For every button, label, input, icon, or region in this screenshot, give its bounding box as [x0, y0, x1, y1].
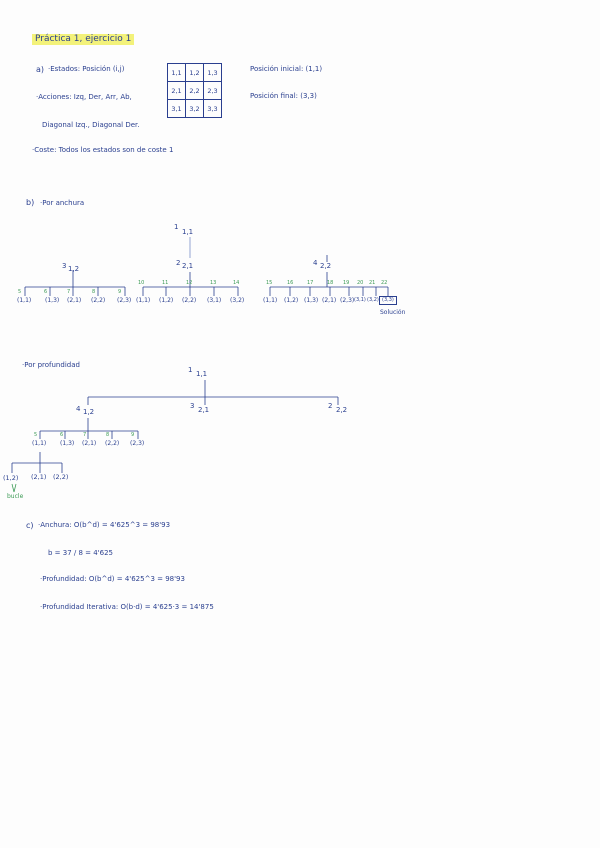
profundidad-complexity: ·Profundidad: O(b^d) = 4'625^3 = 98'93: [40, 575, 185, 583]
bucle-label: bucle: [7, 493, 24, 500]
anchura-root-num: 1: [174, 223, 179, 231]
grid-cell: 2,1: [168, 82, 186, 100]
profundidad-node: 2,2: [336, 406, 348, 414]
anchura-leaf: (3,1): [207, 297, 222, 304]
coste-text: ·Coste: Todos los estados son de coste 1: [32, 146, 174, 154]
grid-cell: 3,3: [204, 100, 222, 118]
node-num: 6: [60, 432, 64, 438]
anchura-leaf: (3,2): [230, 297, 245, 304]
iterativa-complexity: ·Profundidad Iterativa: O(b·d) = 4'625·3 = 14'875: [40, 603, 214, 611]
profundidad-node: 2,1: [198, 406, 210, 414]
grid-cell: 1,3: [204, 64, 222, 82]
node-num: 13: [210, 280, 217, 286]
node-num: 11: [162, 280, 169, 286]
profundidad-leaf: (1,1): [32, 440, 47, 447]
profundidad-root-num: 1: [188, 366, 193, 374]
profundidad-leaf: (2,3): [130, 440, 145, 447]
anchura-leaf: (2,1): [322, 297, 337, 304]
profundidad-node: 1,2: [83, 408, 95, 416]
node-num: 18: [327, 280, 334, 286]
node-num: 7: [83, 432, 87, 438]
anchura-leaf: (2,2): [91, 297, 106, 304]
grid-cell: 3,1: [168, 100, 186, 118]
profundidad-title: ·Por profundidad: [22, 361, 80, 369]
acciones-text: ·Acciones: Izq, Der, Arr, Ab,: [36, 93, 132, 101]
node-num: 12: [186, 280, 193, 286]
grid-cell: 1,2: [186, 64, 204, 82]
solution-node: (3,3): [379, 296, 397, 305]
part-a-label: a): [36, 65, 45, 74]
profundidad-node-num: 3: [190, 402, 195, 410]
anchura-leaf: (1,3): [304, 297, 319, 304]
estados-text: ·Estados: Posición (i,j): [48, 65, 125, 73]
anchura-node-num: 2: [176, 259, 181, 267]
anchura-leaf: (1,1): [136, 297, 151, 304]
node-num: 9: [118, 289, 122, 295]
anchura-leaf: (1,3): [45, 297, 60, 304]
diagonales-text: Diagonal Izq., Diagonal Der.: [42, 121, 140, 129]
part-b-label: b): [26, 198, 35, 207]
grid-cell: 2,3: [204, 82, 222, 100]
anchura-node-num: 3: [62, 262, 67, 270]
anchura-node: 2,1: [182, 262, 194, 270]
anchura-node: 2,2: [320, 262, 332, 270]
page-title: Práctica 1, ejercicio 1: [32, 34, 134, 45]
node-num: 8: [106, 432, 110, 438]
anchura-leaf: (3,2): [367, 297, 379, 303]
node-num: 5: [18, 289, 22, 295]
node-num: 7: [67, 289, 71, 295]
b-formula: b = 37 / 8 = 4'625: [48, 549, 113, 557]
anchura-leaf: (2,3): [117, 297, 132, 304]
node-num: 9: [131, 432, 135, 438]
part-c-label: c): [26, 521, 34, 530]
node-num: 10: [138, 280, 145, 286]
node-num: 6: [44, 289, 48, 295]
anchura-leaf: (2,3): [340, 297, 355, 304]
anchura-leaf: (2,1): [67, 297, 82, 304]
node-num: 5: [34, 432, 38, 438]
grid-cell: 2,2: [186, 82, 204, 100]
anchura-leaf: (1,2): [284, 297, 299, 304]
anchura-leaf: (1,2): [159, 297, 174, 304]
anchura-node-num: 4: [313, 259, 318, 267]
anchura-leaf: (3,1): [354, 297, 366, 303]
node-num: 14: [233, 280, 240, 286]
solucion-label: Solución: [380, 309, 406, 316]
node-num: 15: [266, 280, 273, 286]
grid-cell: 1,1: [168, 64, 186, 82]
anchura-leaf: (2,2): [182, 297, 197, 304]
profundidad-leaf: (2,1): [31, 473, 47, 481]
anchura-root: 1,1: [182, 228, 194, 236]
profundidad-leaf: (2,2): [53, 473, 69, 481]
profundidad-leaf: (1,2): [3, 474, 19, 482]
anchura-leaf: (1,1): [263, 297, 278, 304]
profundidad-node-num: 4: [76, 405, 81, 413]
profundidad-node-num: 2: [328, 402, 333, 410]
grid-cell: 3,2: [186, 100, 204, 118]
node-num: 22: [381, 280, 388, 286]
node-num: 17: [307, 280, 314, 286]
node-num: 8: [92, 289, 96, 295]
node-num: 21: [369, 280, 376, 286]
profundidad-leaf: (2,2): [105, 440, 120, 447]
anchura-leaf: (1,1): [17, 297, 32, 304]
anchura-complexity: ·Anchura: O(b^d) = 4'625^3 = 98'93: [38, 521, 171, 529]
anchura-title: ·Por anchura: [40, 199, 85, 207]
node-num: 20: [357, 280, 364, 286]
node-num: 19: [343, 280, 350, 286]
posicion-inicial-text: Posición inicial: (1,1): [250, 65, 323, 73]
anchura-node: 1,2: [68, 265, 80, 273]
profundidad-leaf: (1,3): [60, 440, 75, 447]
node-num: 16: [287, 280, 294, 286]
profundidad-leaf: (2,1): [82, 440, 97, 447]
profundidad-root: 1,1: [196, 370, 208, 378]
posicion-final-text: Posición final: (3,3): [250, 92, 317, 100]
